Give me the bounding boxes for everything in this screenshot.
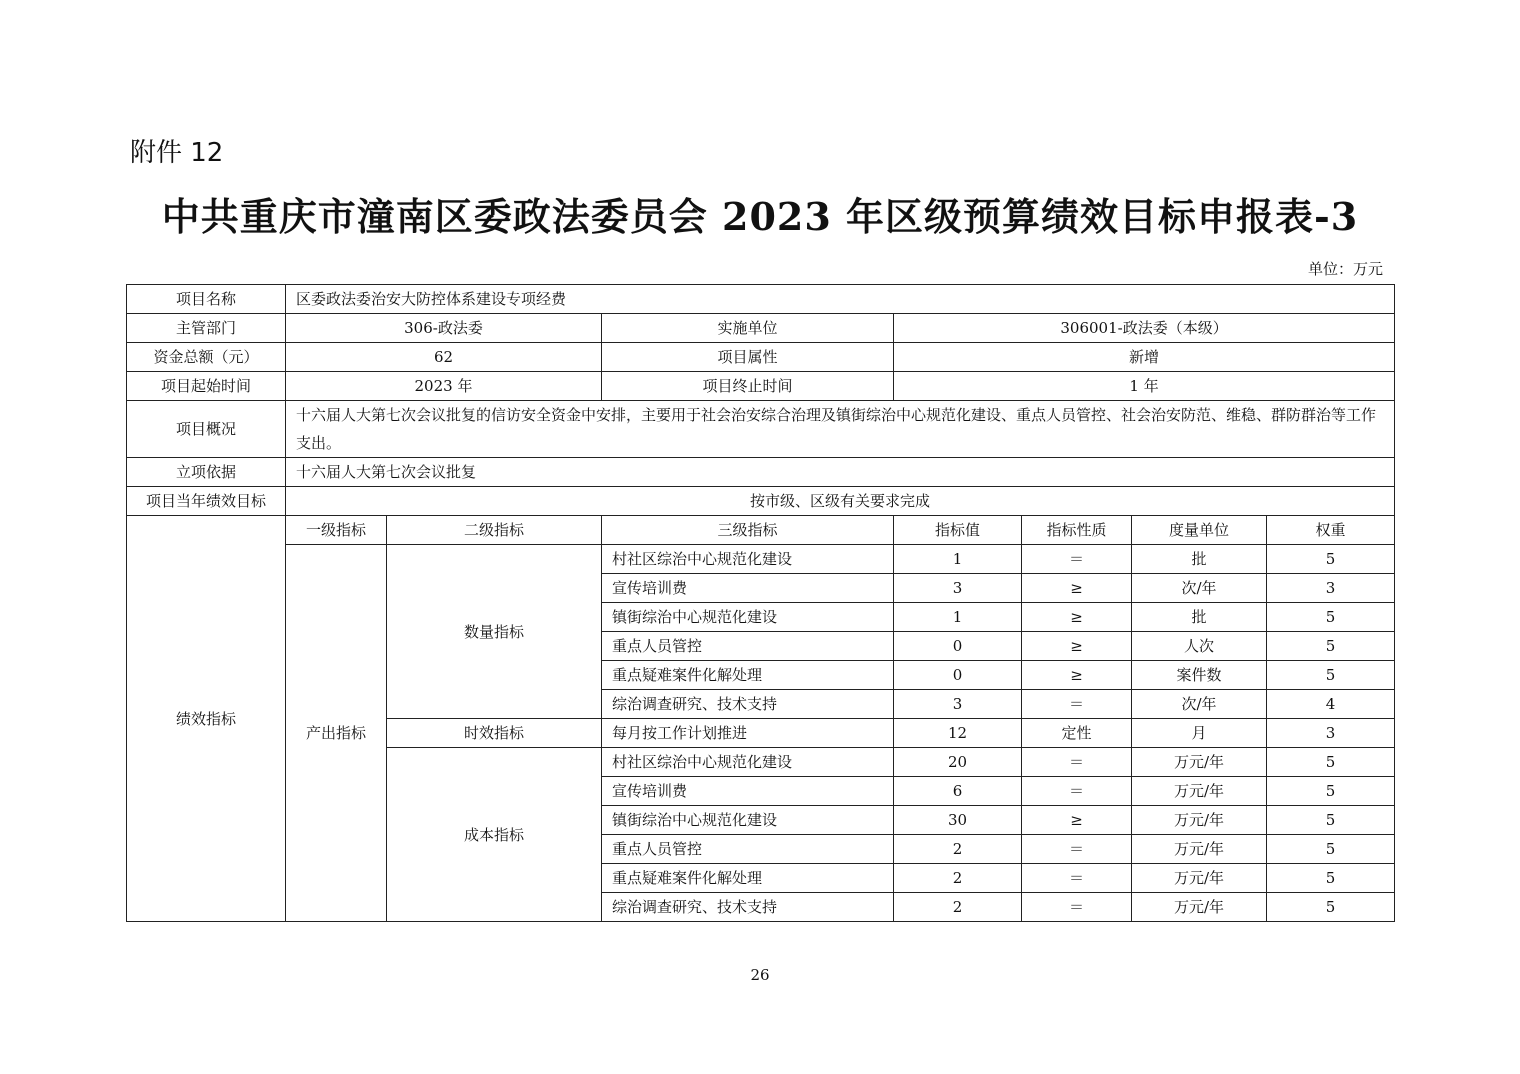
table-row (127, 343, 1395, 372)
indicator-unit: 案件数 (1132, 661, 1267, 690)
level3-indicator: 重点疑难案件化解处理 (602, 864, 894, 893)
indicator-weight: 5 (1267, 661, 1395, 690)
end-label: 项目终止时间 (602, 372, 894, 401)
header-value: 指标值 (894, 516, 1022, 545)
indicator-value: 1 (894, 545, 1022, 574)
indicator-value: 20 (894, 748, 1022, 777)
indicator-nature: ＝ (1022, 893, 1132, 922)
start-label: 项目起始时间 (127, 372, 286, 401)
basis-value: 十六届人大第七次会议批复 (286, 458, 1395, 487)
indicator-value: 2 (894, 835, 1022, 864)
indicator-weight: 5 (1267, 545, 1395, 574)
unit-label: 单位：万元 (1307, 260, 1383, 278)
indicator-nature: ＝ (1022, 690, 1132, 719)
level3-indicator: 宣传培训费 (602, 777, 894, 806)
page-number: 26 (750, 966, 770, 984)
overview-label: 项目概况 (127, 401, 286, 458)
goal-value: 按市级、区级有关要求完成 (286, 487, 1395, 516)
header-nature: 指标性质 (1022, 516, 1132, 545)
level2-indicator: 成本指标 (387, 748, 602, 922)
indicator-row (127, 545, 1395, 574)
indicator-weight: 5 (1267, 777, 1395, 806)
level3-indicator: 重点人员管控 (602, 835, 894, 864)
indicator-value: 12 (894, 719, 1022, 748)
indicator-unit: 万元/年 (1132, 748, 1267, 777)
performance-section-label: 绩效指标 (127, 516, 286, 922)
header-unit: 度量单位 (1132, 516, 1267, 545)
level3-indicator: 每月按工作计划推进 (602, 719, 894, 748)
indicator-value: 0 (894, 661, 1022, 690)
table-row (127, 487, 1395, 516)
header-level1: 一级指标 (286, 516, 387, 545)
level3-indicator: 镇街综治中心规范化建设 (602, 603, 894, 632)
basis-label: 立项依据 (127, 458, 286, 487)
indicator-value: 1 (894, 603, 1022, 632)
indicator-value: 6 (894, 777, 1022, 806)
indicator-value: 30 (894, 806, 1022, 835)
table-row (127, 458, 1395, 487)
indicator-nature: ≥ (1022, 603, 1132, 632)
indicator-weight: 5 (1267, 632, 1395, 661)
budget-performance-table (126, 284, 1395, 922)
indicator-weight: 5 (1267, 806, 1395, 835)
level2-indicator: 时效指标 (387, 719, 602, 748)
level3-indicator: 综治调查研究、技术支持 (602, 690, 894, 719)
header-weight: 权重 (1267, 516, 1395, 545)
project-name-label: 项目名称 (127, 285, 286, 314)
indicator-unit: 万元/年 (1132, 864, 1267, 893)
header-level2: 二级指标 (387, 516, 602, 545)
indicator-nature: ＝ (1022, 748, 1132, 777)
attachment-label: 附件 12 (130, 138, 224, 168)
end-value: 1 年 (894, 372, 1395, 401)
indicator-unit: 月 (1132, 719, 1267, 748)
level3-indicator: 宣传培训费 (602, 574, 894, 603)
indicator-weight: 5 (1267, 835, 1395, 864)
indicator-value: 3 (894, 574, 1022, 603)
attr-value: 新增 (894, 343, 1395, 372)
indicator-nature: ＝ (1022, 864, 1132, 893)
dept-value: 306-政法委 (286, 314, 602, 343)
attr-label: 项目属性 (602, 343, 894, 372)
impl-label: 实施单位 (602, 314, 894, 343)
indicator-unit: 次/年 (1132, 574, 1267, 603)
indicator-weight: 3 (1267, 719, 1395, 748)
indicator-nature: ≥ (1022, 806, 1132, 835)
page-title: 中共重庆市潼南区委政法委员会 2023 年区级预算绩效目标申报表-3 (161, 194, 1359, 239)
indicator-value: 2 (894, 893, 1022, 922)
indicator-weight: 4 (1267, 690, 1395, 719)
level3-indicator: 综治调查研究、技术支持 (602, 893, 894, 922)
indicator-nature: ＝ (1022, 835, 1132, 864)
level3-indicator: 镇街综治中心规范化建设 (602, 806, 894, 835)
fund-label: 资金总额（元） (127, 343, 286, 372)
indicator-unit: 次/年 (1132, 690, 1267, 719)
table-row (127, 401, 1395, 458)
indicator-header-row (127, 516, 1395, 545)
indicator-unit: 批 (1132, 603, 1267, 632)
indicator-unit: 万元/年 (1132, 893, 1267, 922)
level3-indicator: 村社区综治中心规范化建设 (602, 748, 894, 777)
indicator-unit: 批 (1132, 545, 1267, 574)
table-row (127, 372, 1395, 401)
indicator-nature: ＝ (1022, 777, 1132, 806)
indicator-value: 0 (894, 632, 1022, 661)
dept-label: 主管部门 (127, 314, 286, 343)
indicator-nature: ≥ (1022, 632, 1132, 661)
project-name-value: 区委政法委治安大防控体系建设专项经费 (286, 285, 1395, 314)
indicator-unit: 万元/年 (1132, 835, 1267, 864)
indicator-weight: 5 (1267, 603, 1395, 632)
indicator-value: 2 (894, 864, 1022, 893)
header-level3: 三级指标 (602, 516, 894, 545)
indicator-unit: 万元/年 (1132, 777, 1267, 806)
indicator-weight: 5 (1267, 748, 1395, 777)
start-value: 2023 年 (286, 372, 602, 401)
level3-indicator: 村社区综治中心规范化建设 (602, 545, 894, 574)
indicator-weight: 3 (1267, 574, 1395, 603)
indicator-nature: ＝ (1022, 545, 1132, 574)
indicator-unit: 人次 (1132, 632, 1267, 661)
table-row (127, 285, 1395, 314)
level3-indicator: 重点疑难案件化解处理 (602, 661, 894, 690)
overview-value: 十六届人大第七次会议批复的信访安全资金中安排，主要用于社会治安综合治理及镇街综治中心规范化建设、重点人员管控、社会治安防范、维稳、群防群治等工作支出。 (286, 401, 1395, 458)
indicator-nature: ≥ (1022, 661, 1132, 690)
indicator-nature: 定性 (1022, 719, 1132, 748)
table-row (127, 314, 1395, 343)
impl-value: 306001-政法委（本级） (894, 314, 1395, 343)
level2-indicator: 数量指标 (387, 545, 602, 719)
fund-value: 62 (286, 343, 602, 372)
level1-indicator: 产出指标 (286, 545, 387, 922)
indicator-nature: ≥ (1022, 574, 1132, 603)
indicator-weight: 5 (1267, 864, 1395, 893)
indicator-weight: 5 (1267, 893, 1395, 922)
goal-label: 项目当年绩效目标 (127, 487, 286, 516)
indicator-unit: 万元/年 (1132, 806, 1267, 835)
level3-indicator: 重点人员管控 (602, 632, 894, 661)
indicator-value: 3 (894, 690, 1022, 719)
